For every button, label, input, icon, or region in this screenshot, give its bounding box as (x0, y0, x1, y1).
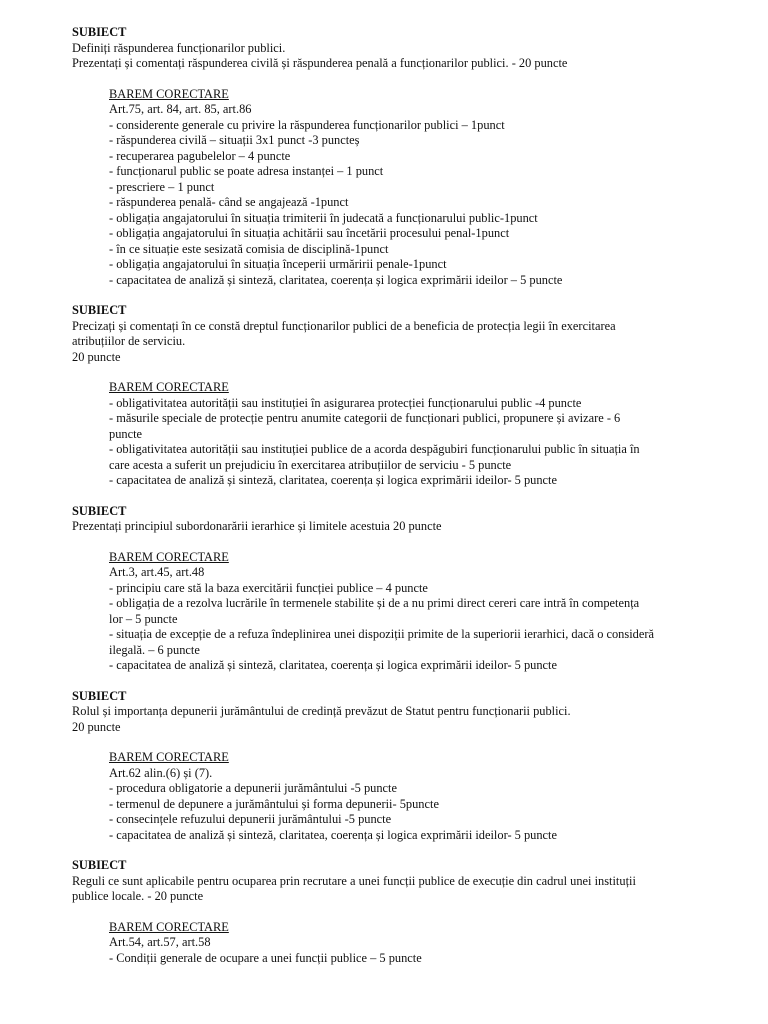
subiect-section (72, 25, 732, 288)
barem-line: - obligația angajatorului în situația începerii urmăririi penale-1punct (109, 257, 447, 271)
barem-heading: BAREM CORECTARE (109, 86, 229, 101)
barem-line: Art.54, art.57, art.58 (109, 935, 211, 949)
barem-block (109, 550, 732, 674)
barem-line: - considerente generale cu privire la răspunderea funcționarilor publici – 1punct (109, 117, 505, 132)
barem-block (109, 920, 732, 967)
barem-line: Art.3, art.45, art.48 (109, 565, 205, 579)
barem-block (109, 750, 732, 843)
barem-line: - termenul de depunere a jurământului și forma depunerii- 5puncte (109, 796, 439, 811)
barem-line: - procedura obligatorie a depunerii jurământului -5 puncte (109, 781, 397, 795)
barem-line: - răspunderea penală- când se angajează -1punct (109, 195, 349, 209)
question-line: 20 puncte (72, 349, 121, 364)
barem-heading: BAREM CORECTARE (109, 750, 229, 764)
document-page (72, 25, 732, 966)
subiect-section (72, 504, 732, 674)
barem-line: - obligativitatea autorității sau instituției în asigurarea protecției funcționarului public -4 puncte (109, 395, 582, 410)
barem-line: - situația de excepție de a refuza îndeplinirea unei dispoziții primite de la superiorii ierarhici, dacă o consideră (109, 627, 654, 641)
barem-line: - funcționarul public se poate adresa instanței – 1 punct (109, 164, 384, 178)
barem-line: puncte (109, 426, 143, 441)
question-line: Definiți răspunderea funcționarilor publici. (72, 40, 286, 55)
question-line: publice locale. - 20 puncte (72, 889, 204, 903)
question-line: Reguli ce sunt aplicabile pentru ocuparea prin recrutare a unei funcții publice de execuție din cadrul unei instituții (72, 873, 636, 888)
barem-line: - măsurile speciale de protecție pentru anumite categorii de funcționari publici, propunere și avizare - 6 (109, 411, 621, 425)
barem-line: - prescriere – 1 punct (109, 179, 215, 194)
question-line: 20 puncte (72, 719, 121, 734)
barem-line: - capacitatea de analiză și sinteză, claritatea, coerența și logica exprimării ideilor- 5 puncte (109, 827, 557, 842)
barem-line: - răspunderea civilă – situații 3x1 punct -3 puncteș (109, 133, 360, 147)
barem-line: - obligația angajatorului în situația trimiterii în judecată a funcționarului public-1punct (109, 210, 538, 225)
barem-line: Art.75, art. 84, art. 85, art.86 (109, 102, 252, 116)
barem-line: - consecințele refuzului depunerii jurământului -5 puncte (109, 812, 392, 826)
barem-line: Art.62 alin.(6) și (7). (109, 765, 213, 780)
barem-line: care acesta a suferit un prejudiciu în exercitarea atribuțiilor de serviciu - 5 puncte (109, 457, 512, 472)
barem-line: - capacitatea de analiză și sinteză, claritatea, coerența și logica exprimării ideilor – 5 puncte (109, 272, 563, 287)
barem-line: - recuperarea pagubelelor – 4 puncte (109, 148, 291, 163)
subiect-heading: SUBIECT (72, 688, 127, 703)
subiect-section (72, 689, 732, 844)
barem-line: - Condiții generale de ocupare a unei funcții publice – 5 puncte (109, 950, 422, 965)
question-line: Prezentați principiul subordonarării ierarhice și limitele acestuia 20 puncte (72, 519, 442, 533)
barem-line: - capacitatea de analiză și sinteză, claritatea, coerența și logica exprimării ideilor- 5 puncte (109, 473, 557, 487)
barem-line: - obligativitatea autorității sau instituției publice de a acorda despăgubiri funcționarului public în situația în (109, 442, 640, 456)
subiect-heading: SUBIECT (72, 503, 127, 518)
subiect-heading: SUBIECT (72, 25, 127, 39)
barem-line: - principiu care stă la baza exercitării funcției publice – 4 puncte (109, 580, 428, 595)
barem-line: - obligația angajatorului în situația achitării sau încetării procesului penal-1punct (109, 226, 510, 240)
barem-line: lor – 5 puncte (109, 611, 178, 626)
subiect-section (72, 303, 732, 489)
question-line: Precizați și comentați în ce constă dreptul funcționarilor publici de a beneficia de protecția legii în exercitarea (72, 318, 616, 333)
barem-heading: BAREM CORECTARE (109, 549, 229, 564)
barem-line: - capacitatea de analiză și sinteză, claritatea, coerența și logica exprimării ideilor- 5 puncte (109, 658, 557, 672)
subiect-heading: SUBIECT (72, 303, 127, 317)
question-line: atribuțiilor de serviciu. (72, 334, 186, 348)
barem-line: - în ce situație este sesizată comisia de disciplină-1punct (109, 241, 389, 256)
barem-block (109, 380, 732, 489)
barem-block (109, 87, 732, 289)
question-line: Rolul și importanța depunerii jurământului de credință prevăzut de Statut pentru funcționarii publici. (72, 704, 571, 718)
barem-line: - obligația de a rezolva lucrările în termenele stabilite și de a nu primi direct cereri care intră în competența (109, 596, 640, 610)
barem-heading: BAREM CORECTARE (109, 380, 229, 394)
subiect-heading: SUBIECT (72, 858, 127, 872)
subiect-section (72, 858, 732, 966)
barem-line: ilegală. – 6 puncte (109, 642, 200, 657)
question-line: Prezentați și comentați răspunderea civilă și răspunderea penală a funcționarilor publici. - 20 puncte (72, 56, 568, 70)
barem-heading: BAREM CORECTARE (109, 919, 229, 934)
